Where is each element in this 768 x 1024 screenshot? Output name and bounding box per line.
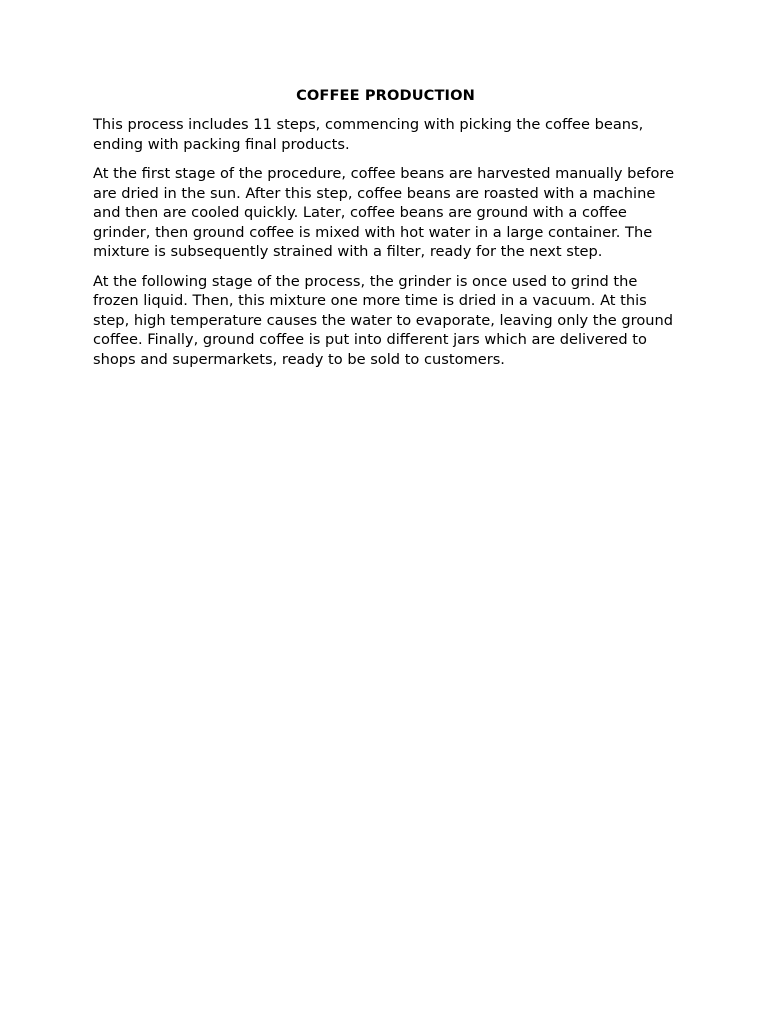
paragraph-first-stage: At the first stage of the procedure, coffee beans are harvested manually before are dried in the sun. After this step, coffee beans are roasted with a machine and then are cooled quickly. Later, coffee beans are ground with a coffee grinder, then ground coffee is mixed with hot water in a large container. The mixture is subsequently strained with a filter, ready for the next step. xyxy=(93,165,675,260)
paragraph-intro: This process includes 11 steps, commencing with picking the coffee beans, ending with packing final products. xyxy=(93,116,644,153)
paragraph-following-stage: At the following stage of the process, the grinder is once used to grind the frozen liquid. Then, this mixture one more time is dried in a vacuum. At this step, high temperature causes the water to evaporate, leaving only the ground coffee. Finally, ground coffee is put into different jars which are delivered to shops and supermarkets, ready to be sold to customers. xyxy=(93,272,674,368)
document-title: COFFEE PRODUCTION xyxy=(296,87,475,104)
document-page xyxy=(93,86,678,379)
